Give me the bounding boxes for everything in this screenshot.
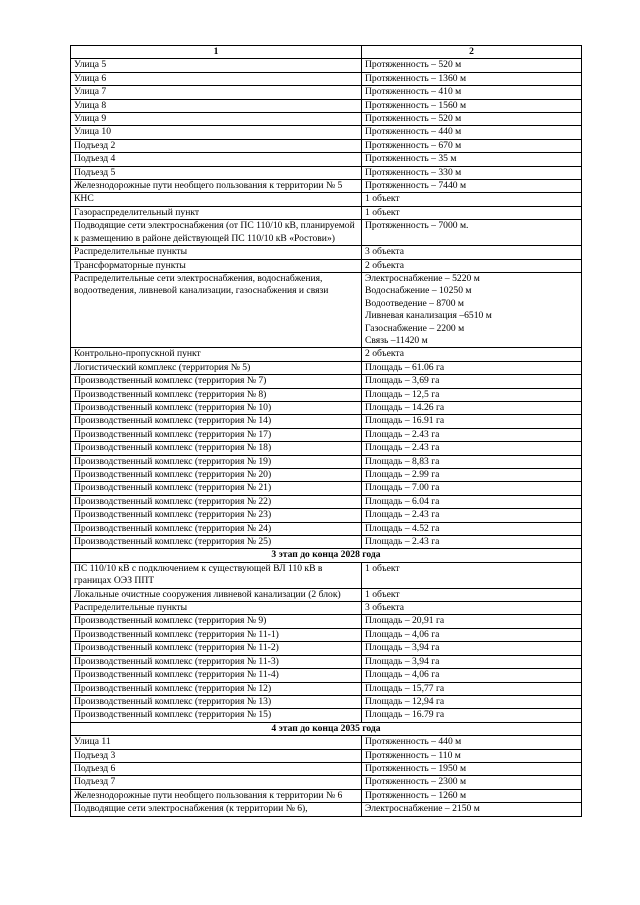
value-line: Площадь – 3,94 га [365,655,440,667]
table-row [71,615,582,628]
object-name-cell: КНС [71,193,362,206]
table-row [71,602,582,615]
table-row [71,669,582,682]
object-value-cell [362,469,582,482]
value-line: Площадь – 20,91 га [365,615,445,627]
value-line: 1 объект [365,206,400,218]
value-line: 1 объект [365,588,400,600]
table-row [71,428,582,441]
object-name-cell: Производственный комплекс (территория № 25) [71,536,362,549]
table-row [71,803,582,816]
table-row [71,375,582,388]
table-row [71,415,582,428]
object-name-cell: Производственный комплекс (территория № 11-3) [71,655,362,668]
value-line: Площадь – 15,77 га [365,682,445,694]
object-name-cell: Подъезд 3 [71,749,362,762]
table-row [71,139,582,152]
table-row [71,509,582,522]
table-header-row [71,46,582,59]
stages-table [70,45,582,817]
object-value-cell [362,522,582,535]
value-line: Площадь – 2.99 га [365,469,440,480]
object-name-cell: Производственный комплекс (территория № 23) [71,509,362,522]
object-name-cell: Улица 6 [71,72,362,85]
value-line: Площадь – 8,83 га [365,455,440,467]
object-name-cell: Подъезд 2 [71,139,362,152]
object-value-cell [362,642,582,655]
table-row [71,206,582,219]
value-line: Протяженность – 440 м [365,126,462,138]
value-line: Ливневая канализация –6510 м [365,310,492,322]
object-name-cell: Железнодорожные пути необщего пользования к территории № 5 [71,180,362,193]
object-value-cell [362,669,582,682]
object-name-cell: Распределительные сети электроснабжения, водоснабжения, водоотведения, ливневой канализации, газоснабжения и связи [71,272,362,347]
object-value-cell [362,602,582,615]
table-row [71,86,582,99]
object-value-cell [362,166,582,179]
object-value-cell [362,615,582,628]
value-line: Протяженность – 1260 м [365,789,467,801]
object-value-cell [362,139,582,152]
value-line: Площадь – 4.52 га [365,522,440,534]
table-row [71,522,582,535]
table-row [71,642,582,655]
object-name-cell: Производственный комплекс (территория № 19) [71,455,362,468]
section-heading: 4 этап до конца 2035 года [71,722,582,735]
table-row [71,482,582,495]
value-line: Электроснабжение – 5220 м [365,272,480,284]
table-row [71,655,582,668]
value-line: Площадь – 4,06 га [365,628,440,640]
table-row [71,442,582,455]
value-line: Протяженность – 35 м [365,153,457,165]
value-line: 3 объекта [365,602,404,614]
object-value-cell [362,59,582,72]
object-value-cell [362,562,582,588]
value-line: Протяженность – 670 м [365,139,462,151]
table-row [71,220,582,246]
value-line: Электроснабжение – 2150 м [365,803,480,815]
object-name-cell: Улица 5 [71,59,362,72]
object-name-cell: Производственный комплекс (территория № 21) [71,482,362,495]
value-line: Площадь – 2.43 га [365,428,440,440]
table-row [71,388,582,401]
document-page [70,45,579,817]
table-row [71,495,582,508]
object-name-cell: Контрольно-пропускной пункт [71,348,362,361]
value-line: Протяженность – 440 м [365,736,462,748]
object-name-cell: Производственный комплекс (территория № 14) [71,415,362,428]
value-line: Протяженность – 7440 м [365,180,467,192]
value-line: Протяженность – 110 м [365,749,461,761]
object-value-cell [362,99,582,112]
table-row [71,348,582,361]
column-2-header: 2 [362,46,582,59]
table-row [71,709,582,722]
table-row [71,762,582,775]
value-line: 2 объекта [365,259,404,271]
object-name-cell: ПС 110/10 кВ с подключением к существующей ВЛ 110 кВ в границах ОЭЗ ППТ [71,562,362,588]
object-value-cell [362,588,582,601]
value-line: 3 объекта [365,246,404,258]
table-row [71,682,582,695]
object-name-cell: Подводящие сети электроснабжения (к территории № 6), [71,803,362,816]
object-name-cell: Распределительные пункты [71,246,362,259]
object-name-cell: Подъезд 7 [71,776,362,789]
object-value-cell [362,682,582,695]
object-name-cell: Улица 11 [71,736,362,749]
table-row [71,562,582,588]
object-value-cell [362,361,582,374]
object-value-cell [362,789,582,802]
value-line: Площадь – 3,69 га [365,375,440,387]
value-line: Протяженность – 1950 м [365,762,467,774]
object-name-cell: Логистический комплекс (территория № 5) [71,361,362,374]
table-row [71,59,582,72]
object-name-cell: Производственный комплекс (территория № 7) [71,375,362,388]
value-line: 2 объекта [365,348,404,360]
object-value-cell [362,455,582,468]
object-name-cell: Подъезд 6 [71,762,362,775]
object-name-cell: Производственный комплекс (территория № 11-4) [71,669,362,682]
table-row [71,180,582,193]
object-name-cell: Локальные очистные сооружения ливневой канализации (2 блок) [71,588,362,601]
object-value-cell [362,428,582,441]
section-heading-row [71,722,582,735]
table-row [71,469,582,482]
value-line: Площадь – 12,94 га [365,695,445,707]
object-value-cell [362,72,582,85]
object-name-cell: Железнодорожные пути необщего пользования к территории № 6 [71,789,362,802]
table-row [71,272,582,347]
table-row [71,166,582,179]
value-line: Протяженность – 520 м [365,59,462,71]
object-value-cell [362,86,582,99]
table-row [71,789,582,802]
object-value-cell [362,348,582,361]
table-row [71,536,582,549]
object-value-cell [362,655,582,668]
value-line: Водоотведение – 8700 м [365,297,464,309]
object-value-cell [362,442,582,455]
table-row [71,259,582,272]
object-name-cell: Производственный комплекс (территория № 13) [71,695,362,708]
value-line: Площадь – 16.79 га [365,709,445,721]
object-value-cell [362,762,582,775]
value-line: Протяженность – 2300 м [365,776,467,788]
object-name-cell: Производственный комплекс (территория № 20) [71,469,362,482]
value-line: Протяженность – 410 м [365,86,462,98]
object-name-cell: Улица 7 [71,86,362,99]
value-line: 1 объект [365,562,400,574]
object-name-cell: Газораспределительный пункт [71,206,362,219]
object-value-cell [362,415,582,428]
object-value-cell [362,482,582,495]
object-name-cell: Подъезд 4 [71,153,362,166]
table-row [71,736,582,749]
object-value-cell [362,272,582,347]
object-value-cell [362,126,582,139]
object-value-cell [362,401,582,414]
value-line: Водоснабжение – 10250 м [365,285,472,297]
value-line: Площадь – 12,5 га [365,388,440,400]
table-row [71,455,582,468]
object-value-cell [362,776,582,789]
table-row [71,113,582,126]
value-line: Газоснабжение – 2200 м [365,322,465,334]
table-row [71,126,582,139]
object-value-cell [362,628,582,641]
object-value-cell [362,736,582,749]
object-value-cell [362,180,582,193]
object-name-cell: Производственный комплекс (территория № 11-2) [71,642,362,655]
table-row [71,193,582,206]
object-value-cell [362,153,582,166]
object-name-cell: Распределительные пункты [71,602,362,615]
value-line: Площадь – 2.43 га [365,536,440,548]
object-value-cell [362,206,582,219]
object-value-cell [362,695,582,708]
object-value-cell [362,709,582,722]
object-value-cell [362,388,582,401]
object-name-cell: Производственный комплекс (территория № 9) [71,615,362,628]
value-line: Площадь – 14.26 га [365,401,445,413]
table-row [71,628,582,641]
object-value-cell [362,536,582,549]
object-name-cell: Производственный комплекс (территория № 8) [71,388,362,401]
value-line: Протяженность – 330 м [365,166,462,178]
value-line: Площадь – 61.06 га [365,361,445,373]
object-name-cell: Улица 8 [71,99,362,112]
value-line: Протяженность – 7000 м. [365,220,469,232]
object-value-cell [362,220,582,246]
object-name-cell: Производственный комплекс (территория № 11-1) [71,628,362,641]
table-row [71,99,582,112]
object-name-cell: Производственный комплекс (территория № 15) [71,709,362,722]
value-line: Площадь – 2.43 га [365,509,440,521]
value-line: Площадь – 2.43 га [365,442,440,454]
object-value-cell [362,193,582,206]
object-name-cell: Подводящие сети электроснабжения (от ПС 110/10 кВ, планируемой к размещению в районе действующей ПС 110/10 кВ «Ростови») [71,220,362,246]
object-value-cell [362,749,582,762]
table-row [71,401,582,414]
table-row [71,588,582,601]
object-name-cell: Производственный комплекс (территория № 12) [71,682,362,695]
object-value-cell [362,509,582,522]
table-row [71,361,582,374]
table-row [71,776,582,789]
value-line: Площадь – 3,94 га [365,642,440,654]
value-line: Протяженность – 1360 м [365,72,467,84]
value-line: Площадь – 16.91 га [365,415,445,427]
table-row [71,72,582,85]
table-row [71,246,582,259]
table-row [71,749,582,762]
object-value-cell [362,246,582,259]
table-row [71,695,582,708]
value-line: Площадь – 6.04 га [365,495,440,507]
object-name-cell: Производственный комплекс (территория № 17) [71,428,362,441]
object-name-cell: Улица 9 [71,113,362,126]
object-value-cell [362,113,582,126]
object-name-cell: Трансформаторные пункты [71,259,362,272]
object-name-cell: Подъезд 5 [71,166,362,179]
value-line: Протяженность – 520 м [365,113,462,125]
section-heading-row [71,549,582,562]
value-line: Площадь – 4,06 га [365,669,440,681]
object-name-cell: Производственный комплекс (территория № 10) [71,401,362,414]
table-row [71,153,582,166]
section-heading: 3 этап до конца 2028 года [71,549,582,562]
value-line: 1 объект [365,193,400,205]
object-name-cell: Производственный комплекс (территория № 24) [71,522,362,535]
object-value-cell [362,803,582,816]
object-value-cell [362,259,582,272]
object-value-cell [362,495,582,508]
value-line: Площадь – 7.00 га [365,482,440,494]
value-line: Протяженность – 1560 м [365,99,467,111]
object-name-cell: Производственный комплекс (территория № 18) [71,442,362,455]
value-line: Связь –11420 м [365,334,428,346]
column-1-header: 1 [71,46,362,59]
object-value-cell [362,375,582,388]
object-name-cell: Производственный комплекс (территория № 22) [71,495,362,508]
object-name-cell: Улица 10 [71,126,362,139]
